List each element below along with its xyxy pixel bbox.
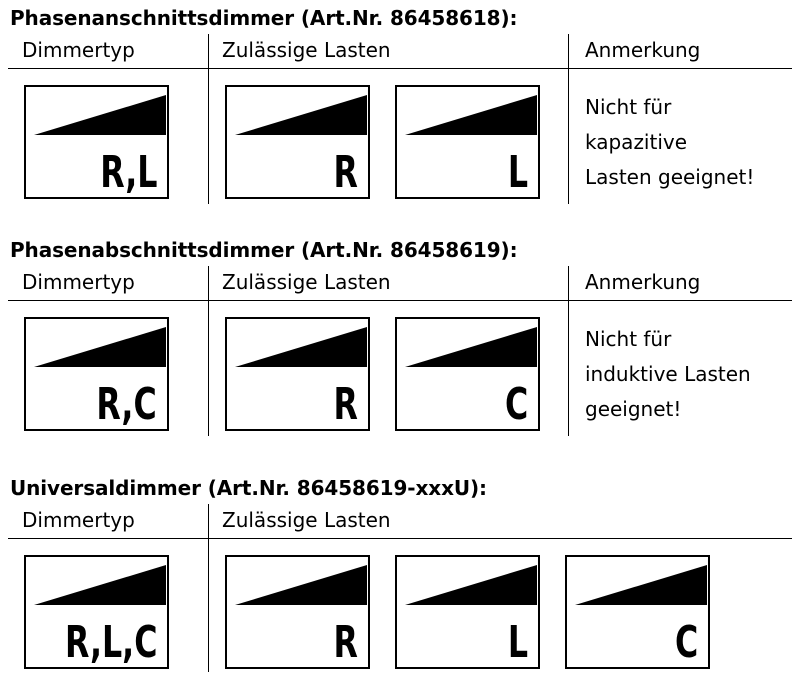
header-divider xyxy=(8,68,792,69)
note-line: Nicht für xyxy=(585,327,672,351)
header-divider xyxy=(8,300,792,301)
load-symbol-c xyxy=(395,317,540,431)
note-text xyxy=(585,322,751,427)
load-symbol-label: R xyxy=(333,147,358,198)
load-symbol-r xyxy=(225,555,370,669)
load-symbol-label: R xyxy=(333,379,358,430)
note-line: geeignet! xyxy=(585,397,682,421)
column-divider xyxy=(208,34,209,204)
load-symbol-r xyxy=(225,85,370,199)
column-divider xyxy=(208,504,209,672)
section-title: Phasenanschnittsdimmer (Art.Nr. 86458618): xyxy=(10,6,518,30)
section-phasenabschnitt xyxy=(0,232,800,442)
dimmer-symbol xyxy=(24,555,169,669)
load-symbol-label: R xyxy=(333,617,358,668)
load-symbol-label: C xyxy=(674,617,698,668)
header-zulaessige-lasten: Zulässige Lasten xyxy=(222,508,391,532)
dimmer-symbol xyxy=(24,85,169,199)
load-symbol-label: L xyxy=(507,147,528,198)
header-dimmertyp: Dimmertyp xyxy=(22,270,135,294)
load-symbol-r xyxy=(225,317,370,431)
dimmer-symbol xyxy=(24,317,169,431)
header-zulaessige-lasten: Zulässige Lasten xyxy=(222,38,391,62)
header-dimmertyp: Dimmertyp xyxy=(22,38,135,62)
header-divider xyxy=(8,538,792,539)
column-divider xyxy=(568,34,569,204)
header-anmerkung: Anmerkung xyxy=(585,38,701,62)
load-symbol-l xyxy=(395,555,540,669)
dimmer-symbol-label: R,L xyxy=(99,147,157,198)
dimmer-symbol-label: R,L,C xyxy=(64,617,157,668)
note-text xyxy=(585,90,754,195)
section-universaldimmer xyxy=(0,470,800,680)
load-symbol-l xyxy=(395,85,540,199)
load-symbol-label: C xyxy=(504,379,528,430)
note-line: Lasten geeignet! xyxy=(585,165,755,189)
column-divider xyxy=(568,266,569,436)
header-zulaessige-lasten: Zulässige Lasten xyxy=(222,270,391,294)
note-line: kapazitive xyxy=(585,130,688,154)
note-line: induktive Lasten xyxy=(585,362,751,386)
section-title: Phasenabschnittsdimmer (Art.Nr. 86458619): xyxy=(10,238,518,262)
dimmer-symbol-label: R,C xyxy=(96,379,157,430)
column-divider xyxy=(208,266,209,436)
section-title: Universaldimmer (Art.Nr. 86458619-xxxU): xyxy=(10,476,487,500)
note-line: Nicht für xyxy=(585,95,672,119)
header-anmerkung: Anmerkung xyxy=(585,270,701,294)
section-phasenanschnitt xyxy=(0,0,800,210)
load-symbol-c xyxy=(565,555,710,669)
load-symbol-label: L xyxy=(507,617,528,668)
header-dimmertyp: Dimmertyp xyxy=(22,508,135,532)
